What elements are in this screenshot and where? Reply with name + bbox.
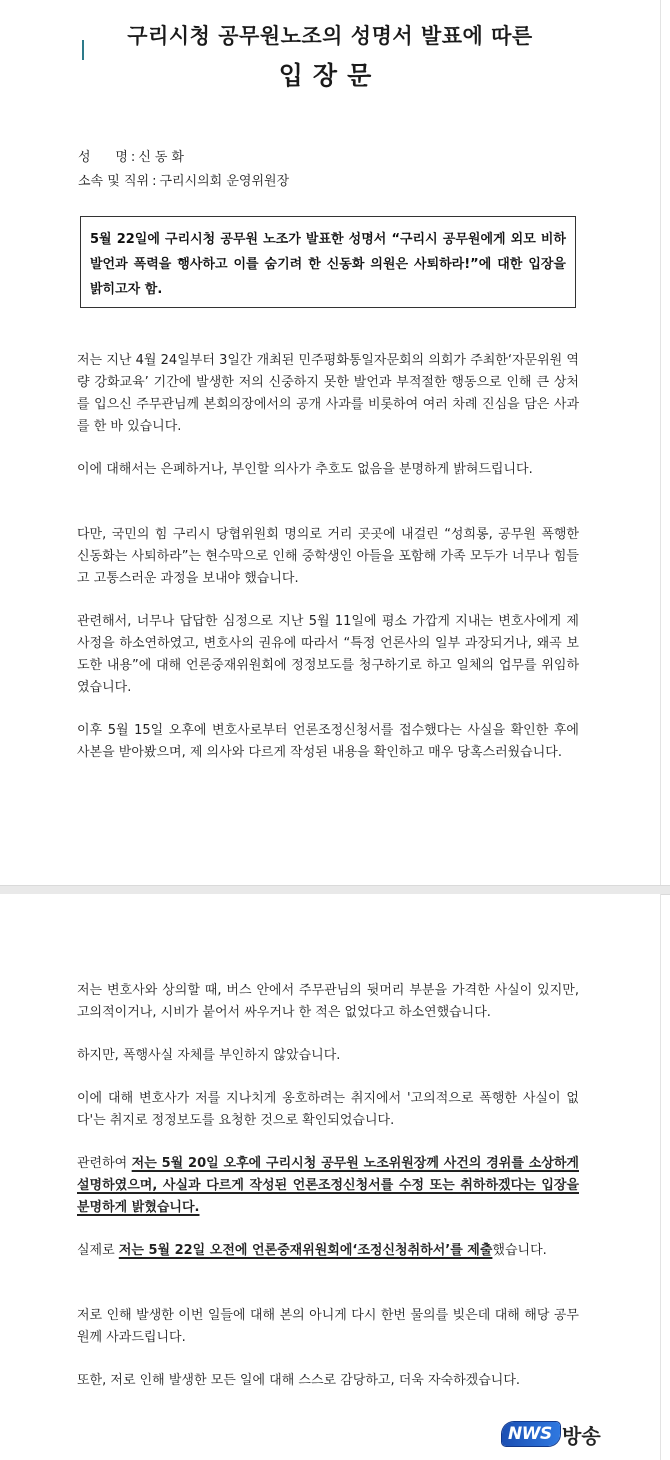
affiliation-label: 소속 및 직위 — [78, 174, 150, 189]
broadcaster-logo — [500, 1418, 622, 1454]
paragraph: 다만, 국민의 힘 구리시 당협위원회 명의로 거리 곳곳에 내걸린 “성희롱, 공무원 폭행한 신동화는 사퇴하라”는 현수막으로 인해 중학생인 아들을 포함해 가족 모두가 너무나 힘들고 고통스러운 과정을 보내야 했습니다. — [77, 527, 579, 586]
paragraph-prefix: 실제로 — [77, 1243, 119, 1258]
nws-logo-mark: NWS — [502, 1422, 560, 1446]
name-label: 성 명 — [78, 150, 128, 165]
paragraph-emphasis — [77, 1153, 579, 1219]
paragraph: 관련해서, 너무나 답답한 심정으로 지난 5월 11일에 평소 가깝게 지내는 변호사에게 제 사정을 하소연하였고, 변호사의 권유에 따라서 “특정 언론사의 일부 과장되거나, 왜곡 보도한 내용”에 대해 언론중재위원회에 정정보도를 청구하기로 하고 일체의 업무를 위임하였습니다. — [77, 614, 579, 695]
separator: : — [152, 174, 157, 189]
paragraph: 하지만, 폭행사실 자체를 부인하지 않았습니다. — [77, 1048, 341, 1063]
author-name-row — [78, 146, 188, 165]
paragraph-emphasis — [77, 1240, 579, 1262]
name-value: 신동화 — [138, 150, 188, 165]
logo-text: 방송 — [562, 1424, 601, 1448]
summary-box: 5월 22일에 구리시청 공무원 노조가 발표한 성명서 “구리시 공무원에게 외모 비하 발언과 폭력을 행사하고 이를 숨기려 한 신동화 의원은 사퇴하라!”에 대한 입장을 밝히고자 함. — [80, 216, 576, 308]
underlined-statement: 저는 5월 22일 오전에 언론중재위원회에‘조정신청취하서’를 제출 — [118, 1243, 493, 1258]
paragraph: 저로 인해 발생한 이번 일들에 대해 본의 아니게 다시 한번 물의를 빚은데 대해 해당 공무원께 사과드립니다. — [77, 1308, 579, 1345]
document-page-2 — [0, 894, 661, 1460]
affiliation-value: 구리시의회 운영위원장 — [159, 174, 290, 189]
paragraph: 이에 대해 변호사가 저를 지나치게 옹호하려는 취지에서 '고의적으로 폭행한 사실이 없다'는 취지로 정정보도를 요청한 것으로 확인되었습니다. — [77, 1091, 579, 1128]
paragraph-prefix: 관련하여 — [77, 1156, 132, 1171]
paragraph: 이후 5월 15일 오후에 변호사로부터 언론조정신청서를 접수했다는 사실을 확인한 후에 사본을 받아봤으며, 제 의사와 다르게 작성된 내용을 확인하고 매우 당혹스러웠습니다. — [77, 723, 579, 760]
document-subtitle: 입장문 — [278, 61, 382, 90]
separator: : — [130, 150, 136, 165]
underlined-statement: 저는 5월 20일 오후에 구리시청 공무원 노조위원장께 사건의 경위를 소상하게 설명하였으며, 사실과 다르게 작성된 언론조정신청서를 수정 또는 취하하겠다는 입장을 분명하게 밝혔습니다. — [77, 1156, 579, 1215]
paragraph: 저는 지난 4월 24일부터 3일간 개최된 민주평화통일자문회의 의회가 주최한‘자문위원 역량 강화교육’ 기간에 발생한 저의 신중하지 못한 발언과 부적절한 행동으로 인해 큰 상처를 입으신 주무관님께 본회의장에서의 공개 사과를 비롯하여 여러 차례 진심을 담은 사과를 한 바 있습니다. — [77, 353, 579, 434]
paragraph: 저는 변호사와 상의할 때, 버스 안에서 주무관님의 뒷머리 부분을 가격한 사실이 있지만, 고의적이거나, 시비가 붙어서 싸우거나 한 적은 없었다고 하소연했습니다. — [77, 983, 579, 1020]
paragraph: 또한, 저로 인해 발생한 모든 일에 대해 스스로 감당하고, 더욱 자숙하겠습니다. — [77, 1373, 521, 1388]
paragraph-suffix: 했습니다. — [492, 1243, 547, 1258]
document-title: 구리시청 공무원노조의 성명서 발표에 따른 — [127, 24, 533, 48]
paragraph: 이에 대해서는 은폐하거나, 부인할 의사가 추호도 없음을 분명하게 밝혀드립니다. — [77, 462, 533, 477]
author-affiliation-row — [78, 170, 289, 189]
